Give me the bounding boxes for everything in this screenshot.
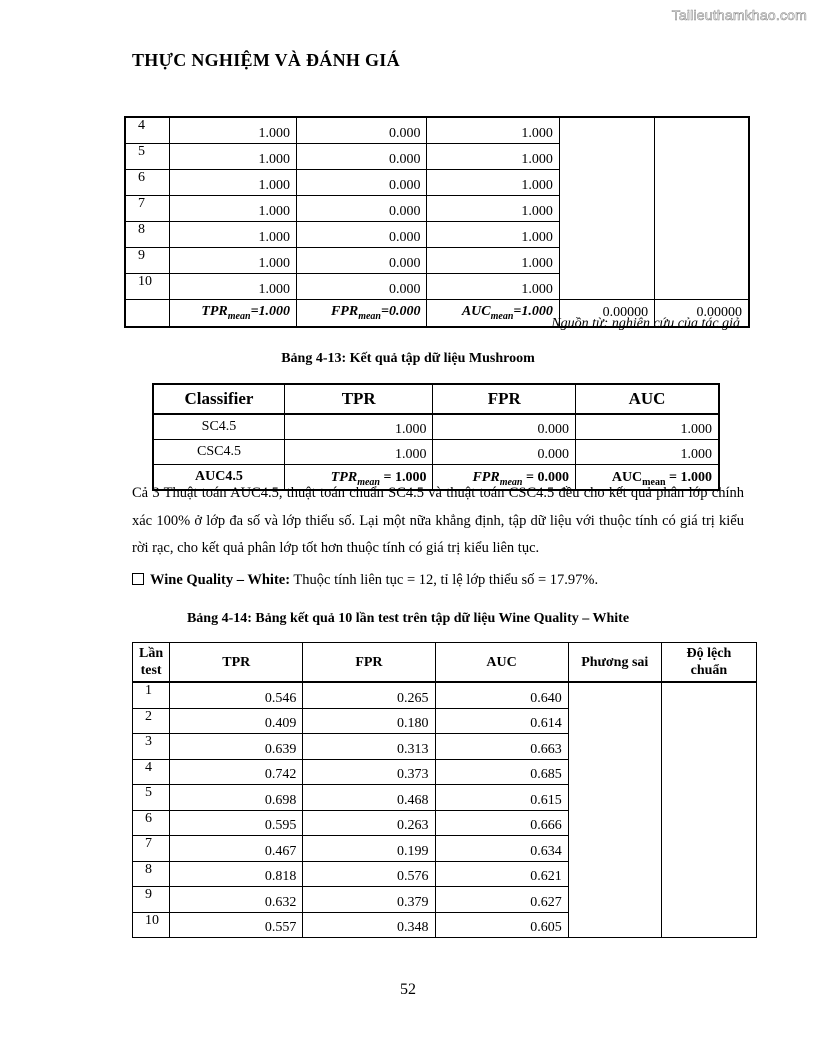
mean-row: AUC4.5 $TPR_{mean} = 1.000$ $FPR_{mean} = 0.000$ $AUC_{mean} = 1.000$ (153, 465, 719, 491)
tpr-cell: 0.818 (170, 861, 303, 887)
header-fpr: FPR (433, 384, 576, 414)
test-number: 10 (133, 912, 170, 938)
auc-cell: 0.621 (435, 861, 568, 887)
chapter-title: THỰC NGHIỆM VÀ ĐÁNH GIÁ (132, 50, 400, 70)
auc-cell: 0.615 (435, 785, 568, 811)
auc-cell: 1.000 (427, 196, 559, 222)
table-row (125, 117, 749, 144)
table-header-row (153, 384, 719, 414)
variance-merged-cell (559, 117, 654, 300)
test-number: 7 (133, 836, 170, 862)
test-number: 8 (133, 861, 170, 887)
variance-merged-cell (568, 682, 661, 938)
fpr-cell: 0.000 (297, 222, 427, 248)
fpr-cell: 0.379 (303, 887, 435, 913)
auc-cell: 0.685 (435, 759, 568, 785)
fpr-cell: 0.313 (303, 734, 435, 760)
header-auc: AUC (575, 384, 719, 414)
tpr-cell: 1.000 (169, 170, 296, 196)
fpr-cell: 0.000 (297, 170, 427, 196)
auc-cell: 1.000 (427, 222, 559, 248)
auc-cell: 1.000 (427, 117, 559, 144)
auc-cell: 1.000 (427, 144, 559, 170)
results-table-continued (124, 116, 750, 328)
header-tpr: TPR (170, 643, 303, 683)
tpr-cell: 1.000 (169, 117, 296, 144)
header-fpr: FPR (303, 643, 435, 683)
mushroom-results-table (152, 383, 720, 491)
fpr-cell: 0.576 (303, 861, 435, 887)
table-caption-4-13: Bảng 4-13: Kết quả tập dữ liệu Mushroom (281, 351, 535, 366)
test-number: 5 (133, 785, 170, 811)
bullet-wine-quality: Wine Quality – White: Thuộc tính liên tục = 12, tỉ lệ lớp thiểu số = 17.97%. (132, 572, 598, 589)
tpr-cell: 0.409 (170, 708, 303, 734)
fpr-cell: 0.000 (297, 117, 427, 144)
tpr-cell: 0.467 (170, 836, 303, 862)
auc-cell: 1.000 (427, 170, 559, 196)
header-auc: AUC (435, 643, 568, 683)
tpr-cell: 0.742 (170, 759, 303, 785)
test-number: 8 (125, 222, 169, 248)
table-row: CSC4.5 1.000 0.000 1.000 (153, 440, 719, 465)
header-variance: Phương sai (568, 643, 661, 683)
tpr-cell: 0.639 (170, 734, 303, 760)
tpr-cell: 0.546 (170, 682, 303, 708)
fpr-cell: 0.265 (303, 682, 435, 708)
table-row: SC4.5 1.000 0.000 1.000 (153, 414, 719, 440)
auc-cell: 0.605 (435, 912, 568, 938)
tpr-cell: 1.000 (169, 144, 296, 170)
tpr-cell: 0.595 (170, 810, 303, 836)
auc-mean: $AUC_{mean}=1.000$ (427, 300, 559, 328)
test-number: 6 (133, 810, 170, 836)
auc-cell: 0.640 (435, 682, 568, 708)
watermark: Tailieuthamkhao.com (671, 7, 807, 23)
table-header-row (133, 643, 757, 683)
test-number: 7 (125, 196, 169, 222)
test-number: 2 (133, 708, 170, 734)
test-number: 4 (133, 759, 170, 785)
variance-value: 0.00000 (559, 300, 654, 328)
fpr-mean: $FPR_{mean}=0.000$ (297, 300, 427, 328)
body-paragraph: Cả 3 Thuật toán AUC4.5, thuật toán chuẩn SC4.5 và thuật toán CSC4.5 đều cho kết quả phân lớp chính xác 100% ở lớp đa số và lớp thiểu số. Lại một nữa khẳng định, tập dữ liệu với thuộc tính có giá trị kiểu rời rạc, cho kết quả phân lớp tốt hơn thuộc tính có giá trị kiểu liên tục. (132, 485, 744, 556)
header-classifier: Classifier (153, 384, 284, 414)
tpr-cell: 0.698 (170, 785, 303, 811)
header-test: Lần test (133, 643, 170, 683)
tpr-cell: 1.000 (169, 222, 296, 248)
tpr-mean: $TPR_{mean}=1.000$ (169, 300, 296, 328)
fpr-cell: 0.468 (303, 785, 435, 811)
fpr-cell: 0.000 (297, 274, 427, 300)
auc-cell: 0.627 (435, 887, 568, 913)
checkbox-bullet-icon (132, 573, 144, 585)
test-number: 5 (125, 144, 169, 170)
fpr-cell: 0.000 (297, 248, 427, 274)
auc-cell: 0.666 (435, 810, 568, 836)
test-number: 4 (125, 117, 169, 144)
table-caption-4-14: Bảng 4-14: Bảng kết quả 10 lần test trên tập dữ liệu Wine Quality – White (186, 611, 630, 626)
tpr-cell: 0.557 (170, 912, 303, 938)
std-value: 0.00000 (655, 300, 749, 328)
auc-cell: 1.000 (427, 274, 559, 300)
tpr-cell: 0.632 (170, 887, 303, 913)
tpr-cell: 1.000 (169, 274, 296, 300)
fpr-cell: 0.263 (303, 810, 435, 836)
page-number: 52 (400, 981, 416, 998)
tpr-cell: 1.000 (169, 196, 296, 222)
wine-results-table (132, 642, 757, 938)
test-number: 9 (133, 887, 170, 913)
fpr-cell: 0.000 (297, 144, 427, 170)
auc-cell: 0.663 (435, 734, 568, 760)
table-row (133, 682, 757, 708)
fpr-cell: 0.000 (297, 196, 427, 222)
fpr-cell: 0.199 (303, 836, 435, 862)
test-number: 6 (125, 170, 169, 196)
test-number: 1 (133, 682, 170, 708)
test-number: 3 (133, 734, 170, 760)
std-merged-cell (655, 117, 749, 300)
tpr-cell: 1.000 (169, 248, 296, 274)
auc-cell: 0.614 (435, 708, 568, 734)
fpr-cell: 0.348 (303, 912, 435, 938)
fpr-cell: 0.373 (303, 759, 435, 785)
test-number: 9 (125, 248, 169, 274)
auc-cell: 1.000 (427, 248, 559, 274)
test-number: 10 (125, 274, 169, 300)
source-note: Nguồn từ: nghiên cứu của tác giả (551, 316, 740, 331)
auc-cell: 0.634 (435, 836, 568, 862)
header-std: Độ lệch chuẩn (661, 643, 756, 683)
header-tpr: TPR (284, 384, 433, 414)
fpr-cell: 0.180 (303, 708, 435, 734)
std-merged-cell (661, 682, 756, 938)
